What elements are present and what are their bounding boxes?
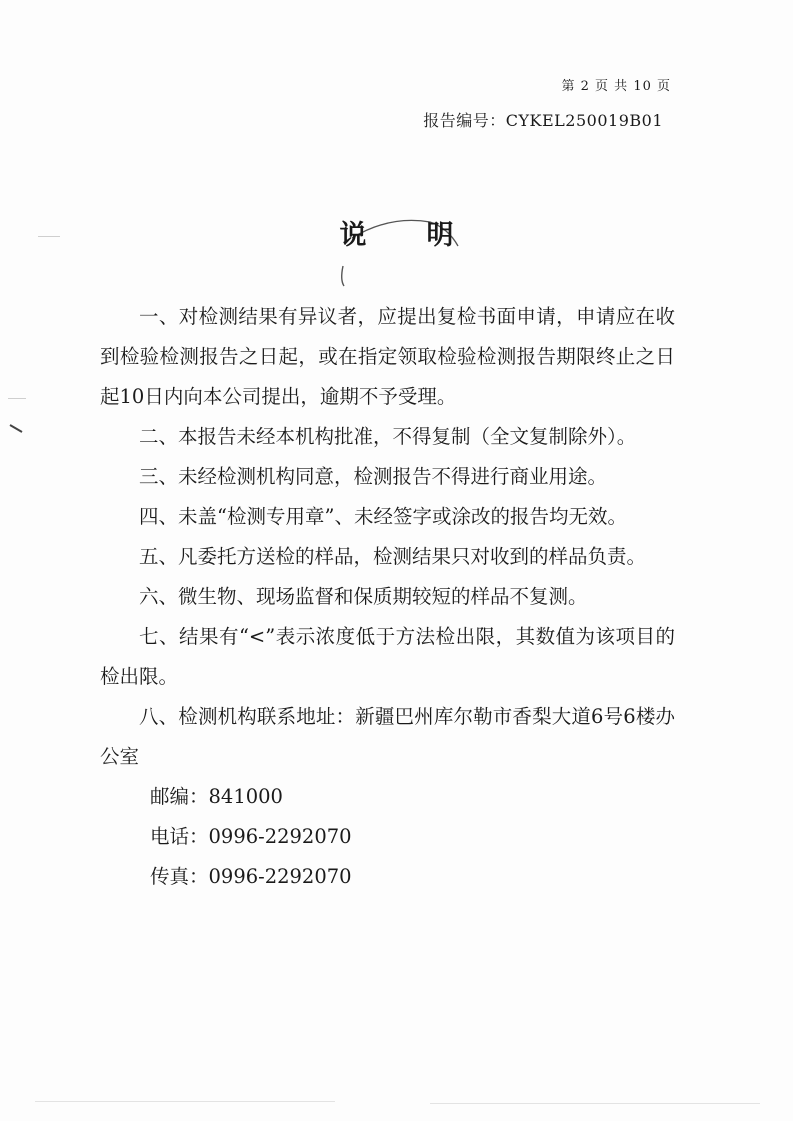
note-paragraph-7: 七、结果有“<”表示浓度低于方法检出限，其数值为该项目的检出限。	[100, 625, 675, 688]
page-number: 第 2 页 共 10 页	[561, 79, 671, 94]
scan-artifact-line	[430, 1103, 760, 1104]
scan-artifact-line	[8, 398, 26, 399]
postcode-line: 邮编：841000	[150, 785, 283, 808]
pen-stroke-edge	[10, 425, 22, 432]
phone-line: 电话：0996-2292070	[150, 825, 352, 848]
note-paragraph-4: 四、未盖“检测专用章”、未经签字或涂改的报告均无效。	[139, 505, 627, 528]
note-paragraph-3: 三、未经检测机构同意，检测报告不得进行商业用途。	[139, 465, 608, 488]
report-number: 报告编号：CYKEL250019B01	[423, 111, 663, 130]
pen-stroke-tick	[342, 266, 344, 286]
note-paragraph-5: 五、凡委托方送检的样品，检测结果只对收到的样品负责。	[139, 545, 647, 568]
note-paragraph-8: 八、检测机构联系地址：新疆巴州库尔勒市香梨大道6号6楼办公室	[100, 705, 675, 768]
page-title: 说明	[339, 220, 514, 251]
note-paragraph-6: 六、微生物、现场监督和保质期较短的样品不复测。	[139, 585, 588, 608]
note-paragraph-1: 一、对检测结果有异议者，应提出复检书面申请，申请应在收到检验检测报告之日起，或在指定领取检验检测报告期限终止之日起10日内向本公司提出，逾期不予受理。	[100, 305, 675, 408]
notes-body	[100, 297, 675, 897]
fax-line: 传真：0996-2292070	[150, 865, 352, 888]
note-paragraph-2: 二、本报告未经本机构批准，不得复制（全文复制除外）。	[139, 425, 637, 448]
scan-artifact-line	[35, 1101, 335, 1102]
